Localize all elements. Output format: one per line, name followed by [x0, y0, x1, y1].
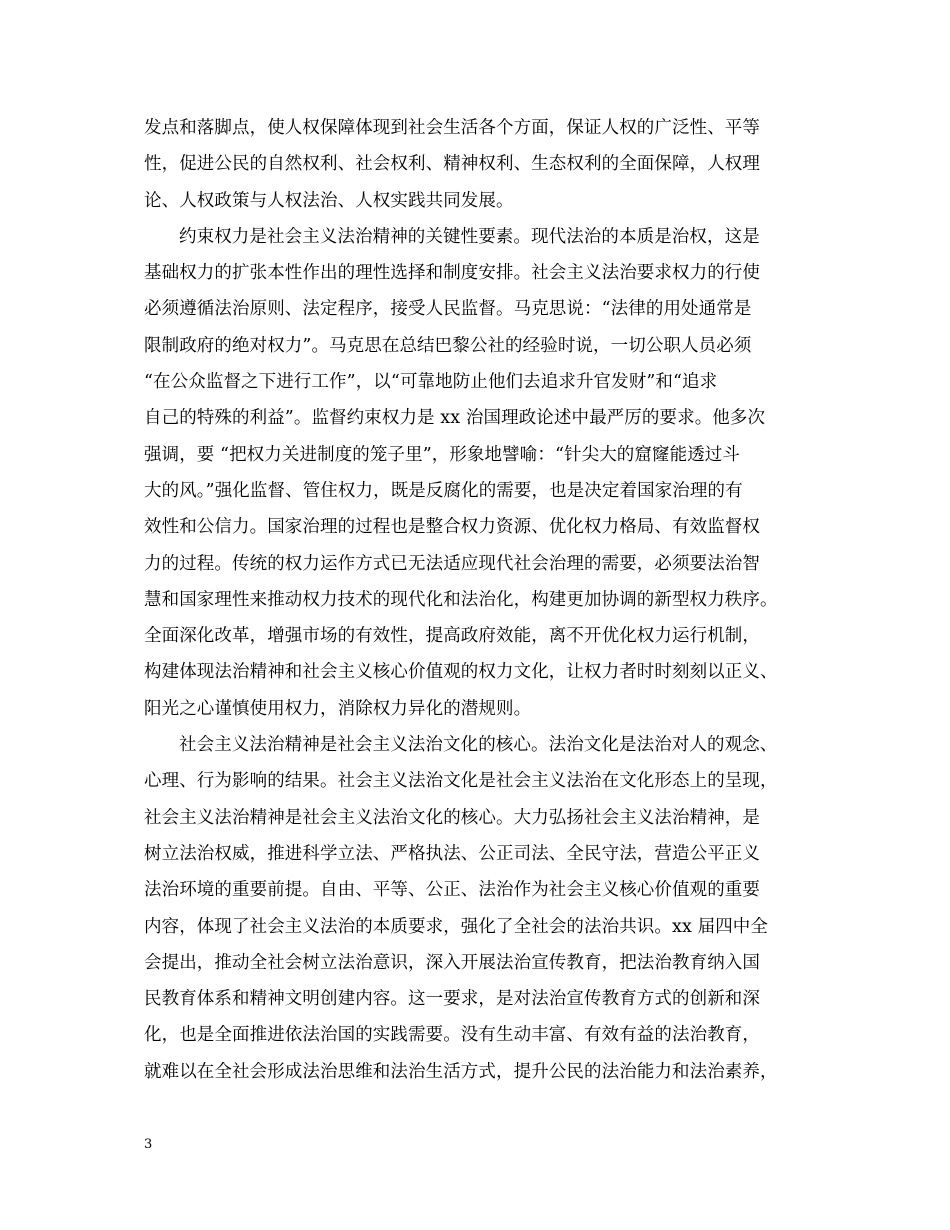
text-line: 自己的特殊的利益”。监督约束权力是 xx 治国理政论述中最严厉的要求。他多次 — [144, 408, 766, 429]
text-line: 就难以在全社会形成法治思维和法治生活方式，提升公民的法治能力和法治素养， — [144, 1061, 778, 1082]
text-line: 民教育体系和精神文明创建内容。这一要求，是对法治宣传教育方式的创新和深 — [144, 989, 760, 1010]
text-line: 内容，体现了社会主义法治的本质要求，强化了全社会的法治共识。xx 届四中全 — [144, 916, 768, 937]
text-line: 构建体现法治精神和社会主义核心价值观的权力文化，让权力者时时刻刻以正义、 — [144, 662, 778, 683]
text-line: 社会主义法治精神是社会主义法治文化的核心。法治文化是法治对人的观念、 — [179, 735, 778, 756]
text-line: 心理、行为影响的结果。社会主义法治文化是社会主义法治在文化形态上的呈现， — [144, 771, 778, 792]
text-line: 强调，要 “把权力关进制度的笼子里”，形象地譬喻：“针尖大的窟窿能透过斗 — [144, 444, 740, 465]
text-line: 性，促进公民的自然权利、社会权利、精神权利、生态权利的全面保障，人权理 — [144, 154, 760, 175]
text-line: 效性和公信力。国家治理的过程也是整合权力资源、优化权力格局、有效监督权 — [144, 517, 760, 538]
text-line: 力的过程。传统的权力运作方式已无法适应现代社会治理的需要，必须要法治智 — [144, 553, 760, 574]
text-line: 大的风。”强化监督、管住权力，既是反腐化的需要，也是决定着国家治理的有 — [144, 480, 743, 501]
page-number: 3 — [144, 1137, 153, 1152]
text-line: 阳光之心谨慎使用权力，消除权力异化的潜规则。 — [144, 698, 532, 719]
text-line: 社会主义法治精神是社会主义法治文化的核心。大力弘扬社会主义法治精神，是 — [144, 807, 760, 828]
text-line: 限制政府的绝对权力”。马克思在总结巴黎公社的经验时说，一切公职人员必须 — [144, 335, 752, 356]
text-line: 慧和国家理性来推动权力技术的现代化和法治化，构建更加协调的新型权力秩序。 — [144, 589, 778, 610]
text-line: 约束权力是社会主义法治精神的关键性要素。现代法治的本质是治权，这是 — [179, 226, 760, 247]
body-text — [144, 110, 834, 1090]
text-line: 法治环境的重要前提。自由、平等、公正、法治作为社会主义核心价值观的重要 — [144, 880, 760, 901]
text-line: “在公众监督之下进行工作”，以“可靠地防止他们去追求升官发财”和“追求 — [144, 372, 718, 393]
text-line: 全面深化改革，增强市场的有效性，提高政府效能，离不开优化权力运行机制， — [144, 626, 760, 647]
text-line: 基础权力的扩张本性作出的理性选择和制度安排。社会主义法治要求权力的行使 — [144, 263, 760, 284]
text-line: 论、人权政策与人权法治、人权实践共同发展。 — [144, 190, 514, 211]
text-line: 发点和落脚点，使人权保障体现到社会生活各个方面，保证人权的广泛性、平等 — [144, 118, 760, 138]
text-line: 会提出，推动全社会树立法治意识，深入开展法治宣传教育，把法治教育纳入国 — [144, 952, 760, 973]
text-line: 化，也是全面推进依法治国的实践需要。没有生动丰富、有效有益的法治教育， — [144, 1025, 760, 1046]
text-line: 必须遵循法治原则、法定程序，接受人民监督。马克思说：“法律的用处通常是 — [144, 299, 752, 320]
text-line: 树立法治权威，推进科学立法、严格执法、公正司法、全民守法，营造公平正义 — [144, 843, 760, 864]
